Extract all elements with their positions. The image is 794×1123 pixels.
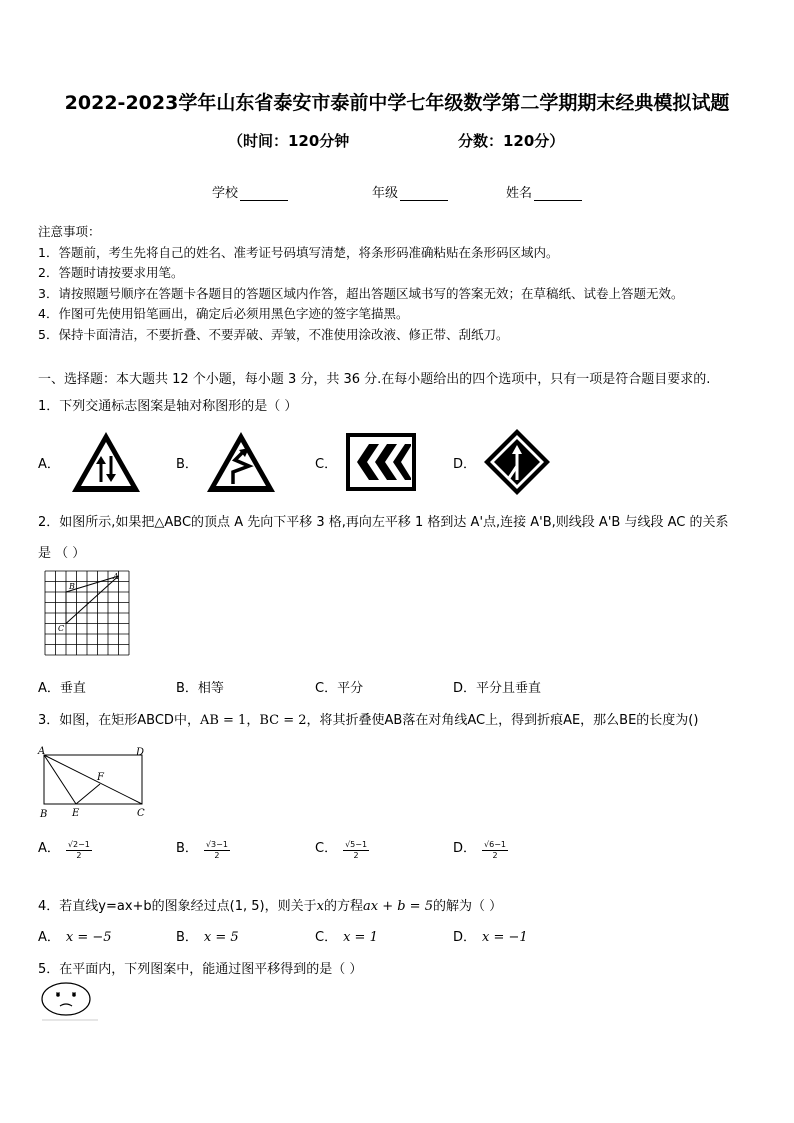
q4-option-eq: x = 1 <box>343 930 378 945</box>
q4-option-eq: x = 5 <box>203 930 239 945</box>
q3-option-num: √3−1 <box>205 840 228 849</box>
q3-label-a: A <box>38 746 46 757</box>
q3-label-e: E <box>72 808 80 819</box>
q4-option-letter: C． <box>315 930 338 945</box>
q4-stem-b: 的方程 <box>323 899 363 914</box>
notice-item: 4．作图可先使用铅笔画出，确定后必须用黑色字迹的签字笔描黑。 <box>38 306 409 321</box>
smiley-face-icon <box>40 982 100 1022</box>
grade-label: 年级 <box>372 186 399 201</box>
two-way-traffic-sign-icon <box>70 430 142 494</box>
notice-item: 3．请按照题号顺序在答题卡各题目的答题区域内作答，超出答题区域书写的答案无效；在草稿纸、试卷上答题无效。 <box>38 285 684 301</box>
q3-option-letter: D． <box>453 841 477 856</box>
q3-option-den: 2 <box>353 851 359 860</box>
q1-option-a: A． <box>38 457 60 472</box>
page-title: 2022-2023学年山东省泰安市泰前中学七年级数学第二学期期末经典模拟试题 <box>64 92 730 114</box>
q2-label-c: C <box>58 624 65 633</box>
merge-sign-icon <box>483 428 551 496</box>
q4-eq: ax + b = 5 <box>362 899 433 914</box>
notice-item: 5．保持卡面清洁，不要折叠、不要弄破、弄皱，不准使用涂改液、修正带、刮纸刀。 <box>38 326 509 342</box>
q2-label-a: A <box>113 572 119 581</box>
q3-option-letter: C． <box>315 841 338 856</box>
q4-option-c <box>315 926 378 945</box>
chevron-sign-icon <box>345 432 417 492</box>
q3-eq-bc: BC = 2 <box>259 713 307 728</box>
q3-option-d <box>453 836 508 861</box>
q3-option-num: √2−1 <box>67 840 90 849</box>
notice-item: 2．答题时请按要求用笔。 <box>38 265 184 280</box>
q3-option-num: √5−1 <box>345 840 368 849</box>
q4-stem <box>38 895 502 914</box>
exam-score: 分数：120分） <box>458 132 565 150</box>
q3-option-letter: A． <box>38 841 60 856</box>
school-field <box>212 182 288 201</box>
school-label: 学校 <box>212 186 239 201</box>
section-heading: 一、选择题：本大题共 12 个小题，每小题 3 分，共 36 分.在每小题给出的四个选项中，只有一项是符合题目要求的. <box>38 372 711 387</box>
q2-option-a: A．垂直 <box>38 681 86 696</box>
q3-stem-b: ，将其折叠使AB落在对角线AC上，得到折痕AE，那么BE的长度为() <box>306 713 699 728</box>
q4-option-letter: B． <box>176 930 198 945</box>
q2-label-b: B <box>69 582 75 591</box>
q1-option-d: D． <box>453 457 477 472</box>
q1-option-c: C． <box>315 457 338 472</box>
q1-option-b: B． <box>176 457 198 472</box>
name-field <box>506 182 582 201</box>
q3-label-b: B <box>40 809 48 820</box>
q3-option-den: 2 <box>76 851 82 860</box>
q3-option-den: 2 <box>492 851 498 860</box>
name-label: 姓名 <box>506 186 533 201</box>
q3-option-letter: B． <box>176 841 198 856</box>
q2-option-b: B．相等 <box>176 681 224 696</box>
exam-time: （时间：120分钟 <box>228 132 350 150</box>
q4-option-eq: x = −1 <box>482 930 528 945</box>
q3-label-d: D <box>136 747 145 758</box>
notice-block <box>38 222 683 345</box>
q3-option-den: 2 <box>214 851 220 860</box>
q3-option-c <box>315 836 369 861</box>
q3-option-b <box>176 836 230 861</box>
q3-option-num: √6−1 <box>484 840 506 849</box>
q4-option-letter: A． <box>38 930 60 945</box>
q4-option-d <box>453 926 528 945</box>
q3-rectangle-figure <box>38 745 150 821</box>
q2-option-d: D．平分且垂直 <box>453 681 542 696</box>
q4-option-eq: x = −5 <box>65 930 112 945</box>
grade-field <box>372 182 448 201</box>
notice-item: 1．答题前，考生先将自己的姓名、准考证号码填写清楚，将条形码准确粘贴在条形码区域内。 <box>38 244 559 260</box>
curve-warning-sign-icon <box>205 430 277 494</box>
q2-stem-cont: 是 （ ） <box>38 546 86 561</box>
q4-stem-a: 4．若直线y=ax+b的图象经过点(1, 5)，则关于 <box>38 899 317 914</box>
q4-option-a <box>38 926 112 945</box>
q2-option-c: C．平分 <box>315 681 364 696</box>
q1-stem: 1．下列交通标志图案是轴对称图形的是（ ） <box>38 399 298 414</box>
notice-heading: 注意事项： <box>38 224 101 239</box>
q3-stem-a: 3．如图，在矩形ABCD中， <box>38 713 200 728</box>
q3-eq-ab: AB = 1 <box>199 713 247 728</box>
q2-stem: 2．如图所示,如果把△ABC的顶点 A 先向下平移 3 格,再向左平移 1 格到达 A'点,连接 A'B,则线段 A'B 与线段 AC 的关系 <box>38 515 729 530</box>
q3-sep: ， <box>246 713 260 728</box>
q3-stem <box>38 709 698 728</box>
q3-label-f: F <box>97 772 104 783</box>
q4-option-letter: D． <box>453 930 477 945</box>
q4-stem-c: 的解为（ ） <box>432 899 503 914</box>
q3-label-c: C <box>137 808 145 819</box>
q4-var: x <box>316 899 324 914</box>
q5-stem: 5．在平面内，下列图案中，能通过图平移得到的是（ ） <box>38 962 363 977</box>
q3-option-a <box>38 836 92 861</box>
q4-option-b <box>176 926 239 945</box>
q2-grid-figure <box>45 571 131 655</box>
